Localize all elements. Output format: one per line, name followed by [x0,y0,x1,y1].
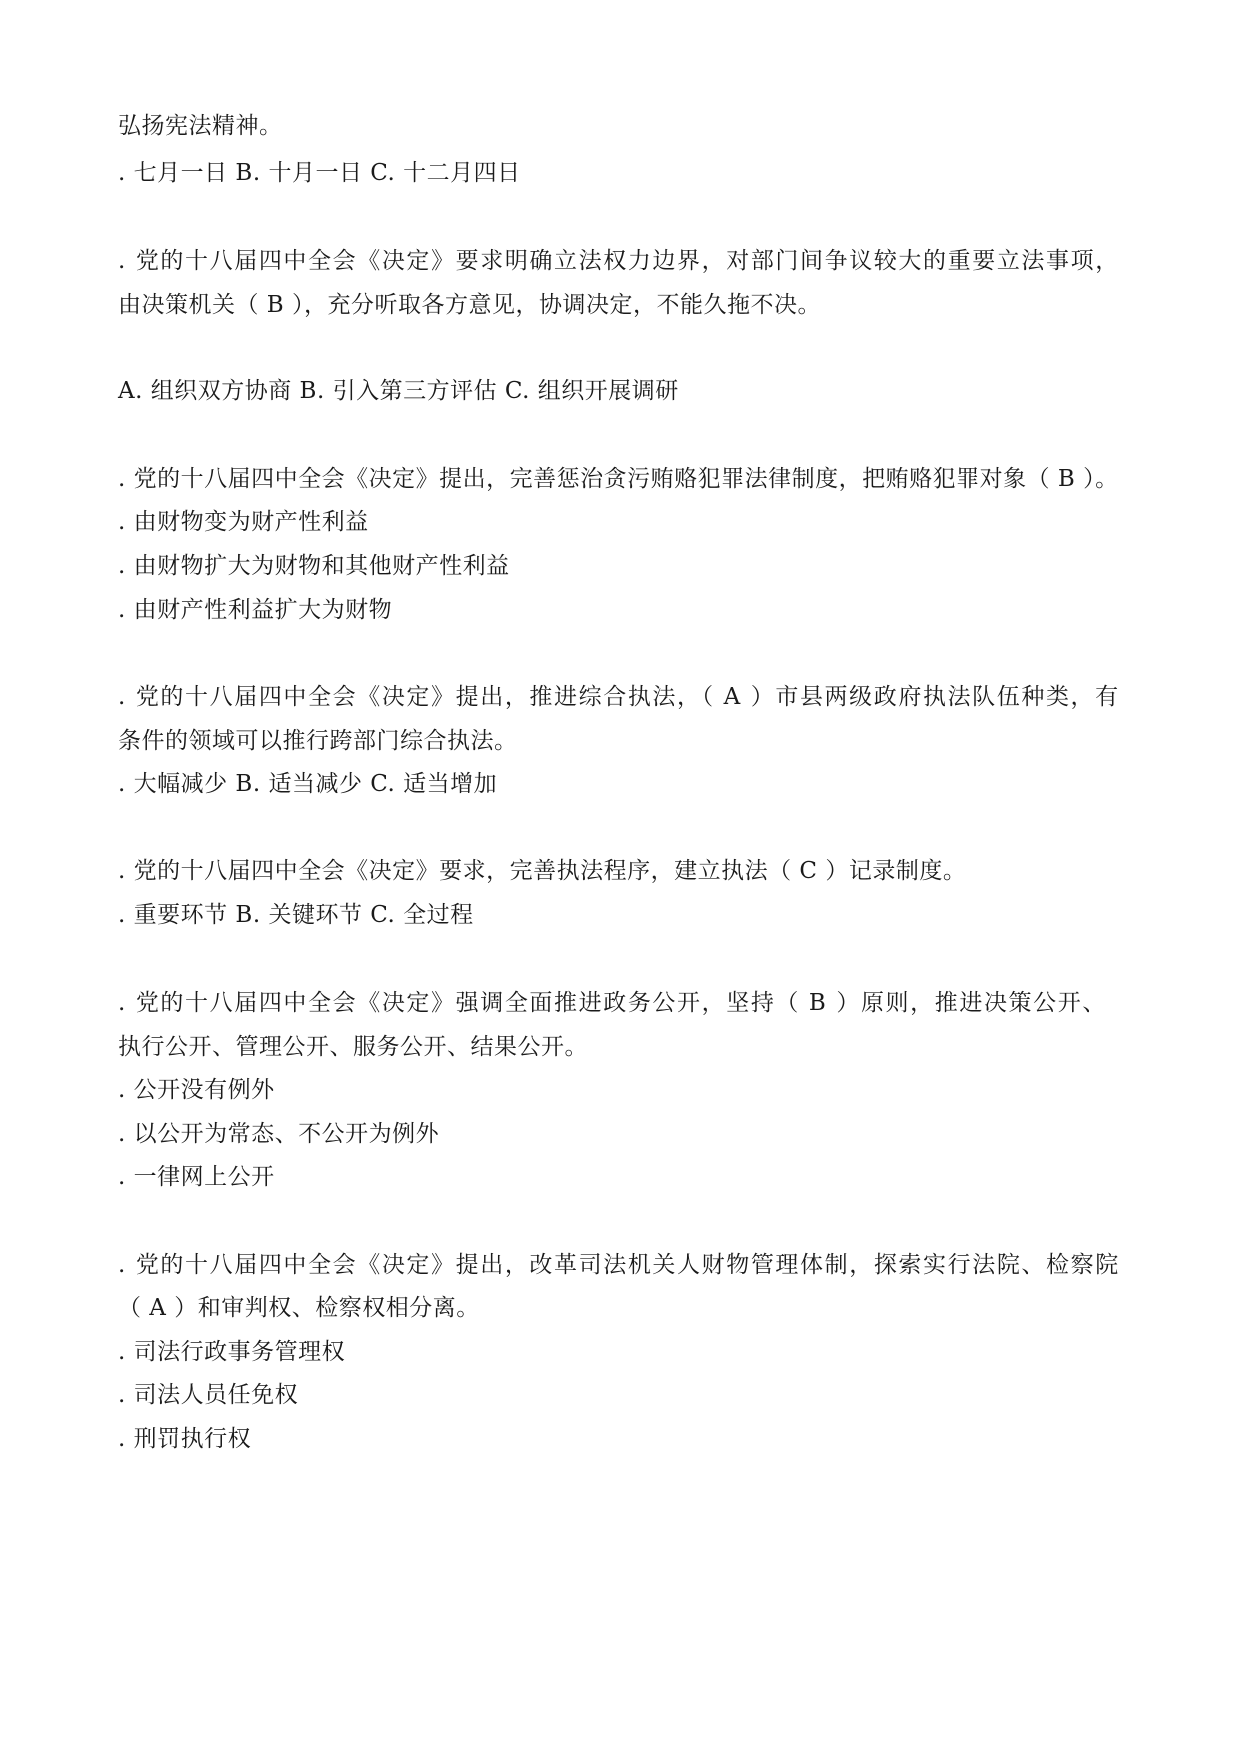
answer-option: . 一律网上公开 [118,1164,275,1190]
answer-option: . 由财物扩大为财物和其他财产性利益 [118,553,510,579]
answer-options: A. 组织双方协商 B. 引入第三方评估 C. 组织开展调研 [118,378,679,404]
answer-option: . 由财产性利益扩大为财物 [118,597,393,623]
question-text: 条件的领域可以推行跨部门综合执法。 [118,728,518,754]
question-text: （ A ）和审判权、检察权相分离。 [118,1295,480,1321]
answer-option: . 司法人员任免权 [118,1382,299,1408]
answer-option: . 公开没有例外 [118,1077,275,1103]
answer-options: . 大幅减少 B. 适当减少 C. 适当增加 [118,771,498,797]
answer-options: . 七月一日 B. 十月一日 C. 十二月四日 [118,160,521,186]
answer-options: . 重要环节 B. 关键环节 C. 全过程 [118,902,474,928]
question-text: 由决策机关（ B ），充分听取各方意见，协调决定，不能久拖不决。 [118,292,822,318]
question-text: . 党的十八届四中全会《决定》要求，完善执法程序，建立执法（ C ）记录制度。 [118,858,967,884]
question-text: . 党的十八届四中全会《决定》提出，推进综合执法，（ A ）市县两级政府执法队伍种类，有 [118,684,1120,710]
answer-option: . 刑罚执行权 [118,1426,252,1452]
text-line: 弘扬宪法精神。 [118,113,283,139]
question-text: . 党的十八届四中全会《决定》要求明确立法权力边界，对部门间争议较大的重要立法事项， [118,248,1120,274]
question-text: . 党的十八届四中全会《决定》强调全面推进政务公开，坚持（ B ）原则，推进决策公开、 [118,990,1107,1016]
question-text: 执行公开、管理公开、服务公开、结果公开。 [118,1034,588,1060]
answer-option: . 由财物变为财产性利益 [118,509,369,535]
answer-option: . 以公开为常态、不公开为例外 [118,1121,440,1147]
question-text: . 党的十八届四中全会《决定》提出，完善惩治贪污贿赂犯罪法律制度，把贿赂犯罪对象（ B ）。 [118,466,1119,492]
question-text: . 党的十八届四中全会《决定》提出，改革司法机关人财物管理体制，探索实行法院、检察院 [118,1252,1120,1278]
answer-option: . 司法行政事务管理权 [118,1339,346,1365]
